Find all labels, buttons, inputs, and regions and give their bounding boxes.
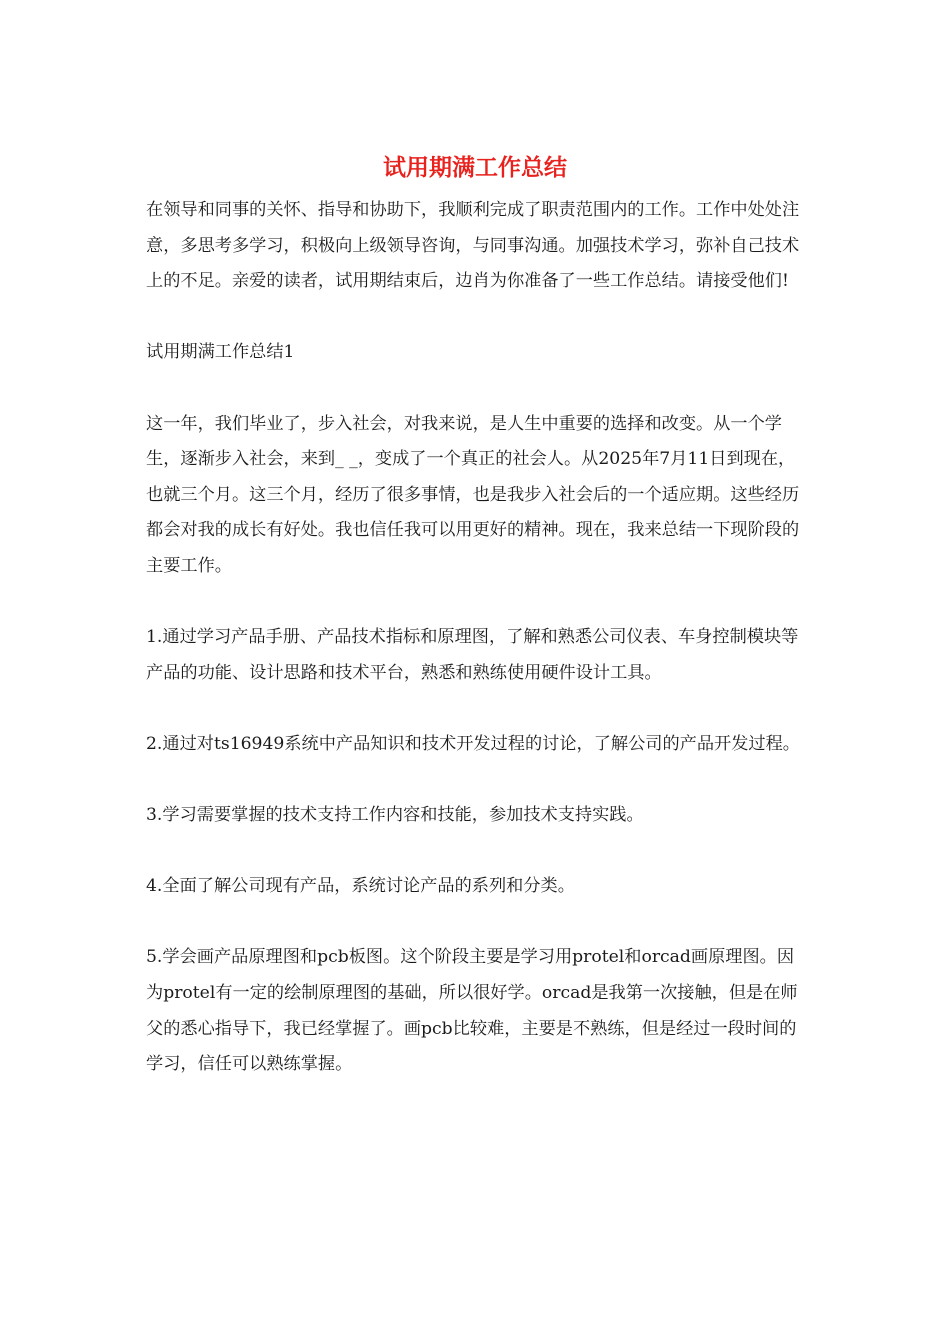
document-body (146, 193, 806, 1083)
list-item-5: 5.学会画产品原理图和pcb板图。这个阶段主要是学习用protel和orcad画原理图。因为protel有一定的绘制原理图的基础，所以很好学。orcad是我第一次接触，但是在师父的悉心指导下，我已经掌握了。画pcb比较难，主要是不熟练，但是经过一段时间的学习，信任可以熟练掌握。 (146, 947, 798, 1075)
intro-paragraph: 在领导和同事的关怀、指导和协助下，我顺利完成了职责范围内的工作。工作中处处注意，多思考多学习，积极向上级领导咨询，与同事沟通。加强技术学习，弥补自己技术上的不足。亲爱的读者，试用期结束后，边肖为你准备了一些工作总结。请接受他们! (146, 200, 800, 292)
list-item-4: 4.全面了解公司现有产品，系统讨论产品的系列和分类。 (146, 876, 575, 897)
section-heading: 试用期满工作总结1 (146, 342, 295, 363)
list-item-1: 1.通过学习产品手册、产品技术指标和原理图，了解和熟悉公司仪表、车身控制模块等产品的功能、设计思路和技术平台，熟悉和熟练使用硬件设计工具。 (146, 627, 799, 683)
list-item-2: 2.通过对ts16949系统中产品知识和技术开发过程的讨论，了解公司的产品开发过程。 (146, 733, 800, 754)
body-paragraph: 这一年，我们毕业了，步入社会，对我来说，是人生中重要的选择和改变。从一个学生，逐渐步入社会，来到_ _，变成了一个真正的社会人。从2025年7月11日到现在，也就三个月。这三个月，经历了很多事情，也是我步入社会后的一个适应期。这些经历都会对我的成长有好处。我也信任我可以用更好的精神。现在，我来总结一下现阶段的主要工作。 (146, 413, 800, 576)
document-title: 试用期满工作总结 (383, 154, 567, 181)
list-item-3: 3.学习需要掌握的技术支持工作内容和技能，参加技术支持实践。 (146, 805, 644, 826)
